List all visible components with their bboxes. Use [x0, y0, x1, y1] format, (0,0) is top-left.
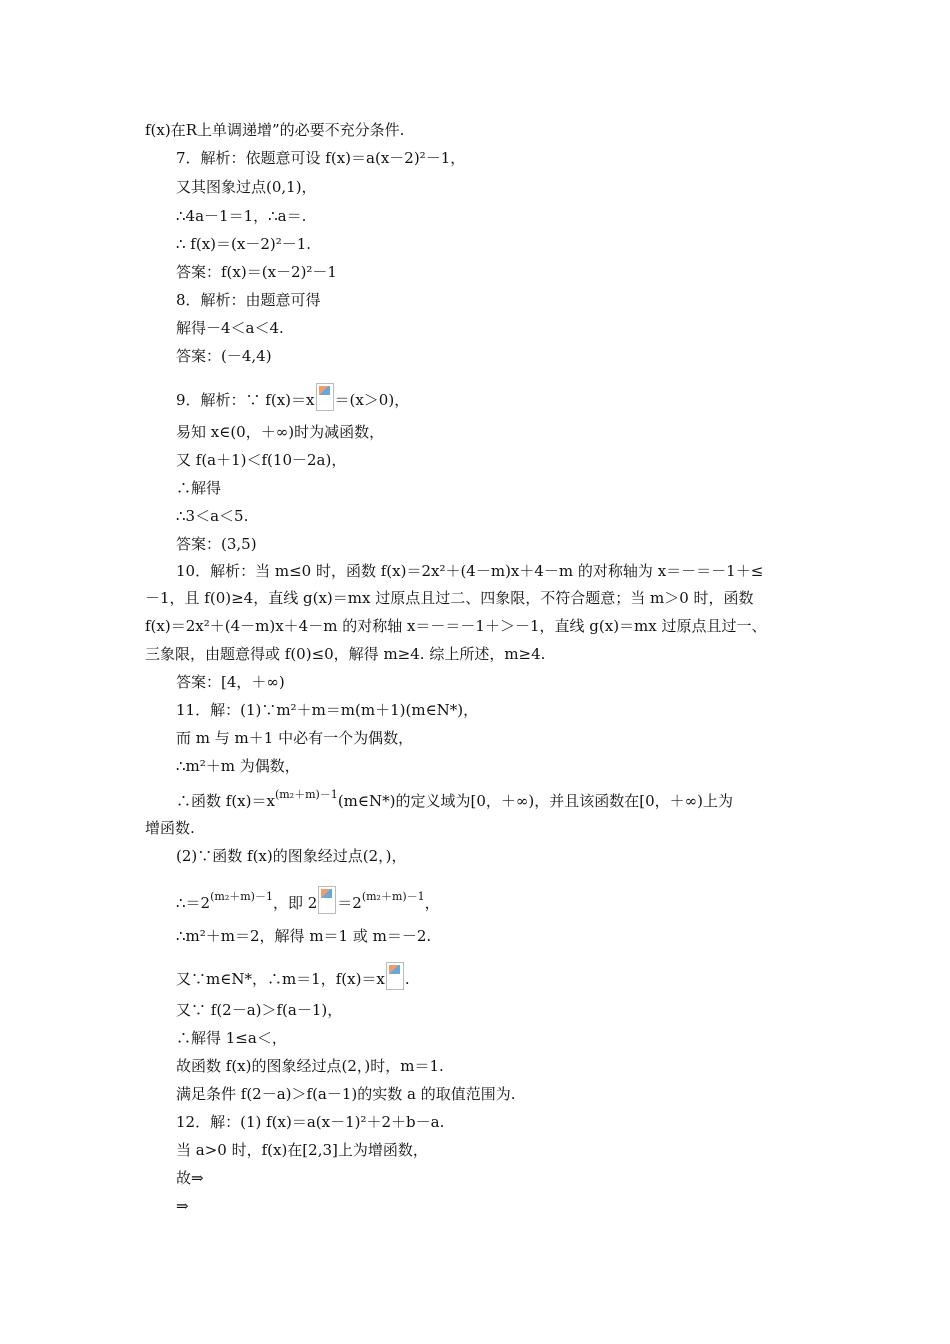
text-fragment: ∴函数 f(x)＝x	[176, 792, 275, 810]
text-line: 满足条件 f(2－a)＞f(a－1)的实数 a 的取值范围为.	[176, 1085, 516, 1103]
text-line: 12．解：(1) f(x)＝a(x－1)²＋2＋b－a.	[176, 1113, 445, 1131]
text-line: 10．解析：当 m≤0 时，函数 f(x)＝2x²＋(4－m)x＋4－m 的对称轴为 x＝－＝－1＋≤	[176, 562, 764, 580]
text-fragment: (m∈N*)的定义域为[0，＋∞)，并且该函数在[0，＋∞)上为	[337, 792, 733, 810]
exponent: (m₂＋m)－1	[210, 890, 273, 903]
text-line: 易知 x∈(0，＋∞)时为减函数，	[176, 423, 385, 441]
text-line: f(x)在R上单调递增”的必要不充分条件.	[145, 121, 405, 139]
text-line: 答案：f(x)＝(x－2)²－1	[176, 263, 337, 281]
text-line: ∴解得	[176, 479, 222, 497]
broken-image-icon	[386, 962, 404, 990]
text-line	[176, 383, 409, 411]
text-line: ⇒	[176, 1197, 189, 1215]
text-line: 答案：[4，＋∞)	[176, 673, 285, 691]
text-line: －1，且 f(0)≥4，直线 g(x)＝mx 过原点且过二、四象限，不符合题意；当 m＞0 时，函数	[145, 589, 754, 607]
text-line: 答案：(3,5)	[176, 535, 257, 553]
text-line: 三象限，由题意得或 f(0)≤0，解得 m≥4. 综上所述，m≥4.	[145, 645, 546, 663]
text-line: 7．解析：依题意可设 f(x)＝a(x－2)²－1，	[176, 149, 466, 167]
text-fragment: ∴＝2	[176, 894, 211, 912]
text-line: ∴m²＋m 为偶数，	[176, 757, 300, 775]
text-line: 又其图象过点(0,1)，	[176, 178, 317, 196]
text-line: ∴4a－1＝1，∴a＝.	[176, 207, 307, 225]
text-line: ∴解得 1≤a＜，	[176, 1029, 287, 1047]
text-fragment: ＝(x＞0)，	[334, 391, 410, 409]
text-line: 增函数.	[145, 819, 195, 837]
text-line	[176, 788, 733, 813]
text-line: 而 m 与 m＋1 中必有一个为偶数，	[176, 729, 414, 747]
text-line: 11．解：(1)∵m²＋m＝m(m＋1)(m∈N*)，	[176, 701, 479, 719]
text-line: 故函数 f(x)的图象经过点(2，)时，m＝1.	[176, 1057, 444, 1075]
text-line: 当 a>0 时，f(x)在[2,3]上为增函数，	[176, 1141, 428, 1159]
text-line: ∴3＜a＜5.	[176, 507, 249, 525]
broken-image-icon	[316, 383, 334, 411]
text-fragment: ，	[424, 894, 440, 912]
text-fragment: 又∵m∈N*，∴m＝1，f(x)＝x	[176, 970, 385, 988]
text-line	[176, 962, 410, 990]
text-line: 又 f(a＋1)＜f(10－2a)，	[176, 451, 347, 469]
text-line: 答案：(－4,4)	[176, 347, 272, 365]
text-line: 解得－4＜a＜4.	[176, 319, 284, 337]
text-line: 又∵ f(2－a)＞f(a－1)，	[176, 1001, 343, 1019]
text-line: 8．解析：由题意可得	[176, 291, 321, 309]
text-fragment: ＝2	[337, 894, 362, 912]
text-line	[176, 886, 440, 915]
text-fragment: ，即 2	[272, 894, 318, 912]
text-line: (2)∵函数 f(x)的图象经过点(2，)，	[176, 847, 407, 865]
text-fragment: .	[404, 970, 410, 988]
broken-image-icon	[318, 886, 336, 914]
text-fragment: 9．解析：∵ f(x)＝x	[176, 391, 315, 409]
exponent: (m₂＋m)－1	[361, 890, 425, 903]
text-line: ∴m²＋m＝2，解得 m＝1 或 m＝－2.	[176, 927, 432, 945]
text-line: ∴ f(x)＝(x－2)²－1.	[176, 235, 312, 253]
text-line: 故⇒	[176, 1169, 204, 1187]
exponent: (m₂＋m)－1	[274, 788, 338, 801]
text-line: f(x)＝2x²＋(4－m)x＋4－m 的对称轴 x＝－＝－1＋＞－1，直线 g(x)＝mx 过原点且过一、	[145, 617, 767, 635]
